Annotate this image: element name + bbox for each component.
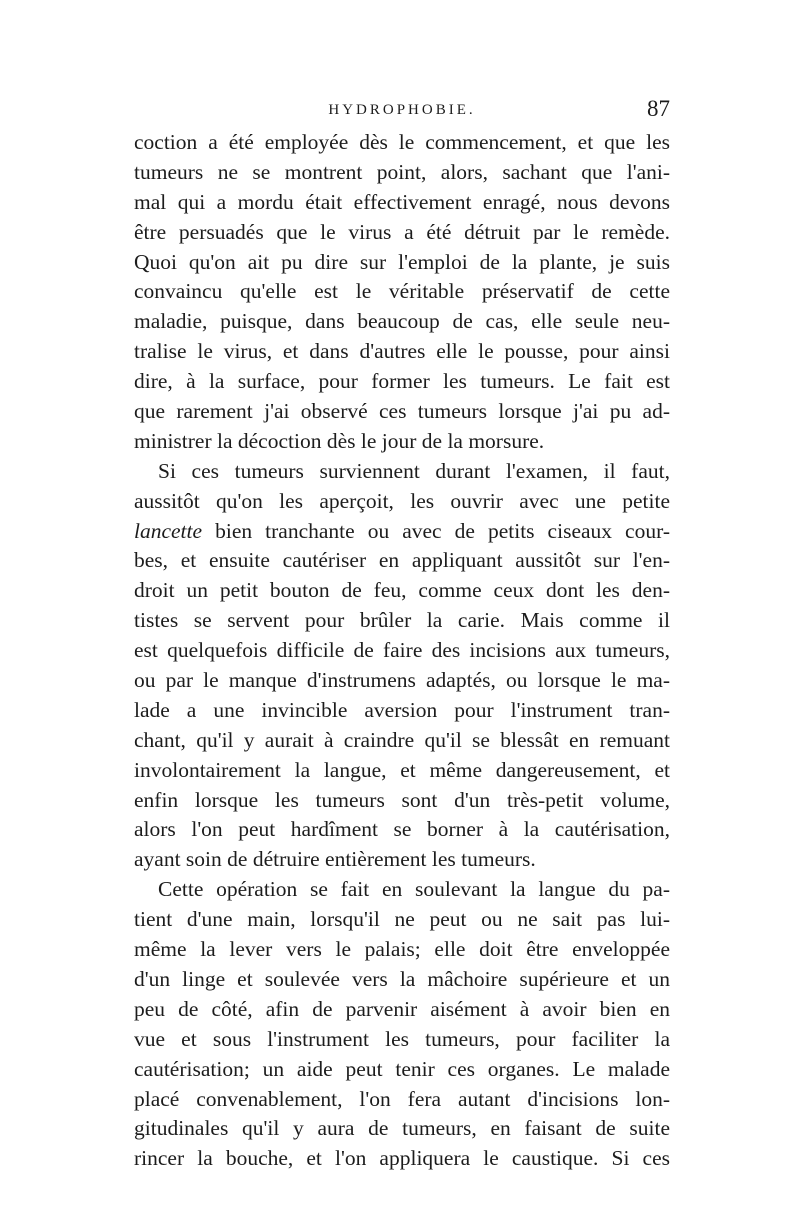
text-line: enfin lorsque les tumeurs sont d'un très-petit volume, [134,787,670,812]
text-line: mal qui a mordu était effectivement enragé, nous devons [134,189,670,214]
text-body [134,128,670,1174]
page-number: 87 [647,96,670,121]
text-line: gitudinales qu'il y aura de tumeurs, en faisant de suite [134,1116,670,1141]
italic-word: lancette [134,518,203,543]
text-line: même la lever vers le palais; elle doit être enveloppée [134,937,670,962]
text-line: placé convenablement, l'on fera autant d'incisions lon- [134,1086,670,1111]
text-line: tralise le virus, et dans d'autres elle le pousse, pour ainsi [134,339,670,364]
text-line: bes, et ensuite cautériser en appliquant aussitôt sur l'en- [134,548,670,573]
text-segment: bien tranchante ou avec de petits ciseaux cour- [202,518,670,543]
text-line: aussitôt qu'on les aperçoit, les ouvrir avec une petite [134,488,670,513]
text-line: peu de côté, afin de parvenir aisément à avoir bien en [134,996,670,1021]
text-line: lade a une invincible aversion pour l'instrument tran- [134,697,670,722]
text-line: d'un linge et soulevée vers la mâchoire supérieure et un [134,966,670,991]
text-line: est quelquefois difficile de faire des incisions aux tumeurs, [134,638,670,663]
text-line: vue et sous l'instrument les tumeurs, pour faciliter la [134,1026,670,1051]
text-line: Cette opération se fait en soulevant la langue du pa- [158,877,670,902]
text-line: ayant soin de détruire entièrement les tumeurs. [134,847,536,872]
text-line: alors l'on peut hardîment se borner à la cautérisation, [134,817,670,842]
text-line: cautérisation; un aide peut tenir ces organes. Le malade [134,1056,670,1081]
text-line: que rarement j'ai observé ces tumeurs lorsque j'ai pu ad- [134,399,670,424]
text-line: dire, à la surface, pour former les tumeurs. Le fait est [134,369,670,394]
text-line: tistes se servent pour brûler la carie. Mais comme il [134,608,670,633]
text-line: chant, qu'il y aurait à craindre qu'il se blessât en remuant [134,727,670,752]
text-line: Si ces tumeurs surviennent durant l'examen, il faut, [158,458,670,483]
text-line: maladie, puisque, dans beaucoup de cas, elle seule neu- [134,309,670,334]
text-line: Quoi qu'on ait pu dire sur l'emploi de la plante, je suis [134,249,670,274]
running-head [134,96,670,126]
text-line: convaincu qu'elle est le véritable préservatif de cette [134,279,670,304]
text-line: rincer la bouche, et l'on appliquera le caustique. Si ces [134,1146,670,1171]
text-line: coction a été employée dès le commencement, et que les [134,130,670,154]
running-title: HYDROPHOBIE. [328,102,476,118]
text-line [134,517,670,547]
text-line: tumeurs ne se montrent point, alors, sachant que l'ani- [134,159,670,184]
text-line: ministrer la décoction dès le jour de la morsure. [134,428,545,453]
text-line: être persuadés que le virus a été détruit par le remède. [134,219,670,244]
text-line: involontairement la langue, et même dangereusement, et [134,757,670,782]
text-line: tient d'une main, lorsqu'il ne peut ou ne sait pas lui- [134,907,670,932]
text-line: ou par le manque d'instrumens adaptés, ou lorsque le ma- [134,668,670,693]
text-line: droit un petit bouton de feu, comme ceux dont les den- [134,578,670,603]
